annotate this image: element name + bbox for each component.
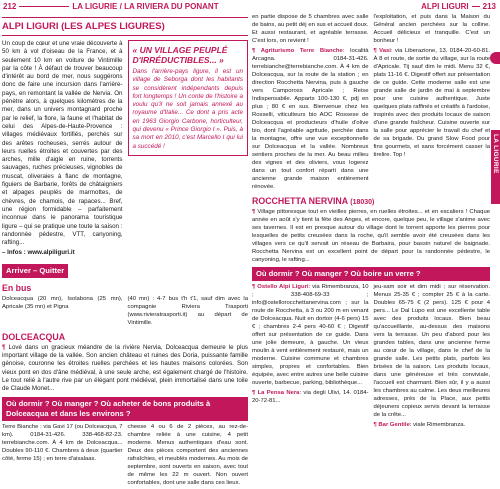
left-page bbox=[2, 13, 248, 486]
left-page-number: 212 bbox=[3, 2, 17, 11]
right-sleep-band: Où dormir ? Où manger ? Où boire un verre ? bbox=[252, 267, 490, 281]
right-header-title: ALPI LIGURI bbox=[421, 2, 469, 11]
quote-box bbox=[128, 40, 249, 156]
vasi-text: : via Liberazione, 13. 0184-20-60-81. À 8 et route, de sortie du village, sur la route d'Apricale. Tij sauf dim le midi. Menu 32 €, plats 11-16 €. Digestif offert sur présentation de ce guide. Cette moderne salle est une grande salle de jardin de mai à septembre pour une cuisine authentique. Juste quelques plats raffinés et créatifs à l'ardoise, inspirés avec des produits locaux de saison d'une grande fraîcheur. Cuisine ouverte sur la salle pour apprécier le travail du chef et de sa brigade. Du grand Slow Food pour fins gourmets, et sans forcément casser la tirelire. Top ! bbox=[373, 48, 490, 158]
ostello-text: : via Rimembranza, 10 ; 338-408-69-33 ; info@ostellorocchettanervina.com ; sur la route de Rocchetta, à 3 ou 200 m en venant de Dolceacqua. Nuit en dortoir (4-6 pers) 15 € ; chambres 2-4 pers 40-60 € ; Digestif offert sur présentation de ce guide. Dans une jolie demeure, à gauche. Un vieux moulin à vent entièrement restauré, mais un moderne. Cuisine commune et chambres simples, propres et confortables. Bien équipée, avec entre autres une belle cuisine ouverte, barbecue, parking, bibliothèque... bbox=[252, 284, 369, 386]
photo-marker-icon bbox=[490, 52, 500, 64]
pilcrow-icon: ¶ bbox=[373, 422, 379, 428]
rocchetta-postal-code: (18030) bbox=[350, 199, 375, 206]
agriturismo-text: : località Arcagna. 0184-31-426. terrebianche@terrebianche.com. À 4 km de Dolceacqua, sur la route de la station ; en direction Rocchetta Nervina, puis à gauche vers Campoross Apricale ; Reise Indispensabile. Apparts 100-130 €, pdj en plus ; 80 € en sus. Bienvenue chez les Rosselli, viticulteurs bio AOC Rossese de Dolceacqua et producteurs d'huile d'olive bio, dont l'agréable agritude, perchée dans la montagne, offre une vue exceptionnelle sur Dolceacqua et la vallée. Nombreux sentiers proches de la mer. Au beau milieu des vignes et des oliviers, vous logerez dans un tout confort réparti dans une ancienne grande maison entièrement rénovée. bbox=[252, 48, 369, 190]
right-column-2 bbox=[374, 13, 491, 193]
pilcrow-icon: ¶ bbox=[252, 284, 258, 290]
agriturismo-title: Agriturismo Terre Bianche bbox=[260, 48, 343, 54]
bar-entry bbox=[374, 421, 491, 429]
pilcrow-icon: ¶ bbox=[2, 343, 9, 351]
pilcrow-icon: ¶ bbox=[252, 390, 258, 396]
quote-title: « UN VILLAGE PEUPLÉ D'IRRÉDUCTIBLES... » bbox=[132, 45, 228, 65]
right-page-number: 213 bbox=[482, 2, 496, 11]
right-bottom-columns bbox=[252, 283, 490, 431]
sleep-text-left: Terre Bianche : via Gavi 17 (ou Dolceacqua, 7 km). 0184-31-426. 338-468-82-23. terrebianche.com. À 4 km de Dolceacqua... Doubles 90-110 €. Chambres à deux (quartier côté, ferme 15) ; en terre d'aixalaas. bbox=[2, 423, 123, 462]
intro-columns bbox=[2, 40, 248, 260]
rocchetta-paragraph: Village pittoresque tout en vieilles pierres, en ruelles étroites... et en escaliers ! Chaque année en août s'y tient la fête des Anges, et encore, quelque peu, le village s'anime avec ses tavernes. Il est en presque autour du village dont le torrent apporte les pierres pour lesquelles de petits creusées dans la roche, qu'il semble avoir été creusées dans les villages vers ce qu'il servait un réseau de Barbaira, pour bassin naturel de baignade. Rocchetta Nervina est un excellent point de départ pour la randonnée pédestre, le canyoning, le rafting... bbox=[252, 209, 490, 263]
pilcrow-icon: ¶ bbox=[252, 48, 261, 54]
pilcrow-icon: ¶ bbox=[373, 48, 380, 54]
intro-paragraph: Un coup de cœur et une vraie découverte à 50 km à vol d'oiseau de la France, et à seulement 10 km en voiture de Vintimille par la côte ! À défaut de trouver beaucoup d'intérêt au bord de mer, nous suggérons donc de faire une incursion dans l'arrière-pays, en remontant la vallée de Nervia. On pénètre alors, à quelques kilomètres de la mer, dans un univers montagnard proche par le relief, la flore, la faune et l'habitat de celui des Alpes-de-Haute-Provence : villages médiévaux fortifiés, perchés sur des arêtes rocheuses, serrés autour de leurs ruelles étroites et couvertes par des arches, mille d'aigle en ruine, torrents sauvages, ruches précieuses, vignobles de muscat, oliveraies à flanc de montagne, figuiers de Barbarie, forêts de châtaigniers et alpages peuplés de marmottes, de chèvres, de chamois, de rapaces... Bref, une région formidable – parfaitement inconnue dans le panorama touristique ligure – qui se pratique une toute la saison : randonnée pédestre, VTT, canyoning, rafting... bbox=[2, 40, 123, 247]
bus-text-left: Dolceacqua (20 mn), Isolabona (25 mn), Apricale (35 mn) et Pigna bbox=[2, 295, 123, 310]
bar-text: : viale Rimembranza. bbox=[409, 422, 466, 428]
rocchetta-text bbox=[252, 208, 490, 264]
bus-text-right: (40 mn) : 4-7 bus t'h t'1, sauf dim avec la compagnie Riviera Trasporti (www.rivieratrasporti.it) au départ de Vintimille. bbox=[127, 295, 248, 326]
rocchetta-heading bbox=[252, 196, 490, 206]
right-bottom-column-1 bbox=[252, 283, 369, 431]
dolceacqua-text bbox=[2, 344, 248, 394]
side-tab-label: LA LIGURIE bbox=[492, 134, 499, 174]
pensa-entry bbox=[252, 389, 369, 405]
arrive-band: Arriver – Quitter bbox=[2, 264, 68, 278]
rocchetta-title: ROCCHETTA NERVINA bbox=[252, 196, 348, 206]
right-top-columns bbox=[252, 13, 490, 193]
left-running-header bbox=[3, 2, 219, 11]
quote-column bbox=[128, 40, 249, 260]
pensa-title: La Pensa Nera bbox=[257, 390, 300, 396]
side-tab bbox=[491, 130, 500, 204]
section-title-box bbox=[2, 17, 248, 36]
vasi-title: Vasi bbox=[379, 48, 391, 54]
intro-column bbox=[2, 40, 123, 260]
section-title: ALPI LIGURI (LES ALPES LIGURES) bbox=[2, 21, 165, 32]
sleep-columns bbox=[2, 423, 248, 489]
vasi-entry bbox=[374, 47, 491, 159]
right-running-header bbox=[421, 2, 496, 11]
sleep-band: Où dormir ? Où manger ? Où acheter de bons produits à Dolceacqua et dans les environs ? bbox=[2, 397, 248, 421]
right-bottom-column-2 bbox=[374, 283, 491, 431]
ostello-entry bbox=[252, 283, 369, 387]
bar-title: Bar Gentile bbox=[378, 422, 410, 428]
right-column-1 bbox=[252, 13, 369, 193]
column-2-intro: l'exploitation, et puis dans la Maison du Général ancien perchées sur la colline. Accueil délicieux et tranquille. C'est un bonheur ! bbox=[373, 14, 490, 44]
ostello-title: Ostello Alpi Liguri bbox=[257, 284, 309, 290]
dolceacqua-title: DOLCEACQUA bbox=[2, 331, 66, 342]
bus-columns bbox=[2, 295, 248, 329]
column-2-continued: jeu-sam soir et dim midi ; sur réservation. Menus 25-35 € ; compter 25 € à la carte. Doubles 65-75 € (2 pers). 125 € pour 4 pers... Le Dal Lupo est une excellente table avec des produits locaux. Bien beau qu'accueillante, au-dessus des maisons vers la terrasse. Un peu d'abord pour les grandes tables, dans une ancienne ferme au cœur de la village, dans le chef de la grande salle. Les petits plats, parfois les brisées de la saison. Les produits locaux, dans une généreuse et très conviviale, l'accueil est charmant. Bien sûr, il y a aussi les chambres au calme. Les deux meilleures adresses, près de la Place, aux petits déjeuners copieux servis devant la terrasse de la crête... bbox=[373, 284, 490, 418]
agriturismo-entry bbox=[252, 47, 369, 191]
quote-text: Dans l'arrière-pays ligure, il est un village de Seborga dont les habitants se considèrent indépendants depuis fort longtemps ! Un conte de l'histoire a voulu qu'il ne soit jamais annexé au royaume d'Italie... Ce dont a pris acte en 1963 Giorgio Carbone, horticulteur, qui devenu « Prince Giorgio I ». Puis, à sa mort en 2010, c'est Marcello I qui lui a succédé ! bbox=[132, 68, 243, 150]
column-1-intro: en partie dispose de 5 chambres avec salle de bains, au petit déj en sus et accueil doux. Et aussi restaurant, et agréable terrasse. C'est lors, on revient ! bbox=[252, 14, 369, 44]
right-page bbox=[252, 13, 490, 428]
info-line: – Infos : www.alpiliguri.it bbox=[2, 249, 75, 257]
pilcrow-icon: ¶ bbox=[252, 209, 258, 215]
header-rule bbox=[19, 6, 69, 7]
dolceacqua-paragraph: Lové dans un gracieux méandre de la rivière Nervia, Dolceacqua demeure le plus important village de la vallée. Son ancien château et ruines des Doria, puissante famille génoise, couronne les étroites ruelles perchées et les hautes maisons colorées. Son vieux pont en dos d'âne médiéval, à une seule arche, est également chargé de l'histoire. Le tout relié à l'autre rive par un élégant pont médiéval, plein immortalisé dans une toile de Claude Monet... bbox=[2, 343, 248, 393]
sleep-text-right: cheese 4 ou 6 de 2 pièces, au rez-de-chambre reliée à une cuisine, 4 petit moderne. Menus authentiques d'eau sont. Deux des pièces comportent des anciennes rafraîchies, et meublés modernes. Au mois de septembre, sont ouverts en saison, avec tout de même les 22 m ouvert. Non ouvert confortables, dont une salle dans ces lieux. bbox=[127, 423, 248, 486]
pensa-text: : via degli Ulivi, 14. 0184-20-72-81... bbox=[252, 390, 369, 404]
header-rule bbox=[472, 6, 480, 7]
left-header-title: LA LIGURIE / LA RIVIERA DU PONANT bbox=[72, 2, 219, 11]
bus-title: En bus bbox=[2, 282, 32, 293]
